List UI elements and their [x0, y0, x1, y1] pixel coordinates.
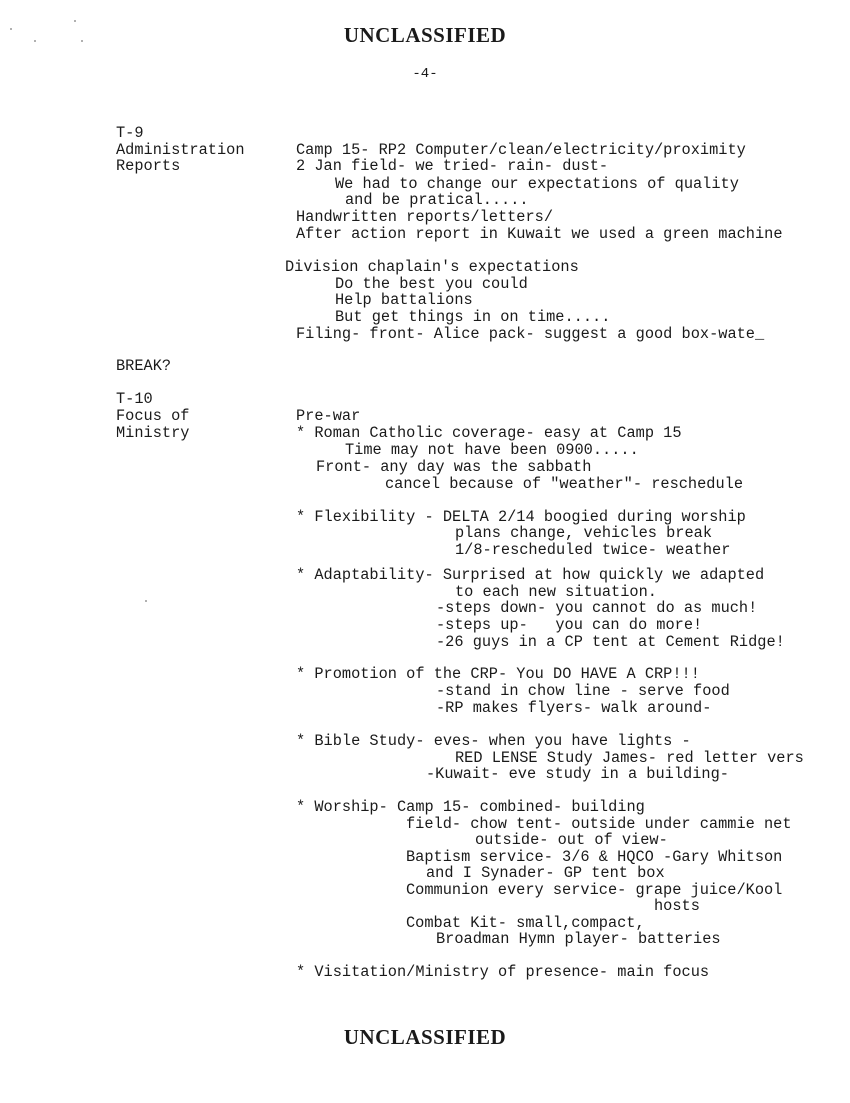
body-line: to each new situation. [455, 583, 657, 601]
body-line: cancel because of "weather"- reschedule [385, 475, 744, 493]
body-line: -Kuwait- eve study in a building- [426, 765, 729, 783]
body-line: * Roman Catholic coverage- easy at Camp 15 [296, 424, 682, 442]
scan-speck [34, 40, 36, 42]
body-line: Baptism service- 3/6 & HQCO -Gary Whitson [406, 848, 783, 866]
section-id-t10: T-10 [116, 390, 153, 408]
body-line: -steps up- you can do more! [436, 616, 703, 634]
body-line: Time may not have been 0900..... [345, 441, 639, 459]
body-line: Communion every service- grape juice/Kool [406, 881, 783, 899]
body-line: * Bible Study- eves- when you have lights - [296, 732, 691, 750]
body-line: We had to change our expectations of quality [335, 175, 739, 193]
body-line: Combat Kit- small,compact, [406, 914, 645, 932]
break-label: BREAK? [116, 357, 172, 375]
classification-footer: UNCLASSIFIED [343, 1025, 507, 1049]
section-id-t9: T-9 [116, 124, 144, 142]
body-line: and I Synader- GP tent box [426, 864, 665, 882]
body-line: Pre-war [296, 407, 361, 425]
scan-speck [74, 20, 76, 22]
body-line: plans change, vehicles break [455, 524, 713, 542]
scan-speck [81, 40, 83, 42]
body-line: -stand in chow line - serve food [436, 682, 730, 700]
body-line: outside- out of view- [475, 831, 668, 849]
body-line: * Promotion of the CRP- You DO HAVE A CRP!!! [296, 665, 700, 683]
body-line: * Adaptability- Surprised at how quickly we adapted [296, 566, 765, 584]
body-line: 1/8-rescheduled twice- weather [455, 541, 731, 559]
body-line: hosts [654, 897, 700, 915]
page-number: -4- [412, 66, 438, 82]
section-label: Administration [116, 141, 245, 159]
body-line: -RP makes flyers- walk around- [436, 699, 712, 717]
classification-header: UNCLASSIFIED [343, 23, 507, 47]
body-line: * Visitation/Ministry of presence- main focus [296, 963, 710, 981]
body-line: 2 Jan field- we tried- rain- dust- [296, 157, 609, 175]
section-label: Reports [116, 157, 181, 175]
body-line: -26 guys in a CP tent at Cement Ridge! [436, 633, 785, 651]
body-line: Broadman Hymn player- batteries [436, 930, 721, 948]
body-line: After action report in Kuwait we used a green machine [296, 225, 783, 243]
body-line: Front- any day was the sabbath [316, 458, 592, 476]
body-line: RED LENSE Study James- red letter vers [455, 749, 804, 767]
body-line: But get things in on time..... [335, 308, 611, 326]
body-line: Division chaplain's expectations [285, 258, 579, 276]
body-line: Do the best you could [335, 275, 528, 293]
body-line: * Worship- Camp 15- combined- building [296, 798, 645, 816]
section-label: Focus of [116, 407, 190, 425]
body-line: Handwritten reports/letters/ [296, 208, 554, 226]
scan-speck [10, 28, 12, 30]
body-line: -steps down- you cannot do as much! [436, 599, 758, 617]
body-line: * Flexibility - DELTA 2/14 boogied during worship [296, 508, 746, 526]
section-label: Ministry [116, 424, 190, 442]
scan-speck [145, 600, 147, 602]
body-line: Filing- front- Alice pack- suggest a good box-wate_ [296, 325, 765, 343]
body-line: and be pratical..... [345, 191, 529, 209]
body-line: Camp 15- RP2 Computer/clean/electricity/proximity [296, 141, 746, 159]
body-line: field- chow tent- outside under cammie net [406, 815, 792, 833]
body-line: Help battalions [335, 291, 473, 309]
